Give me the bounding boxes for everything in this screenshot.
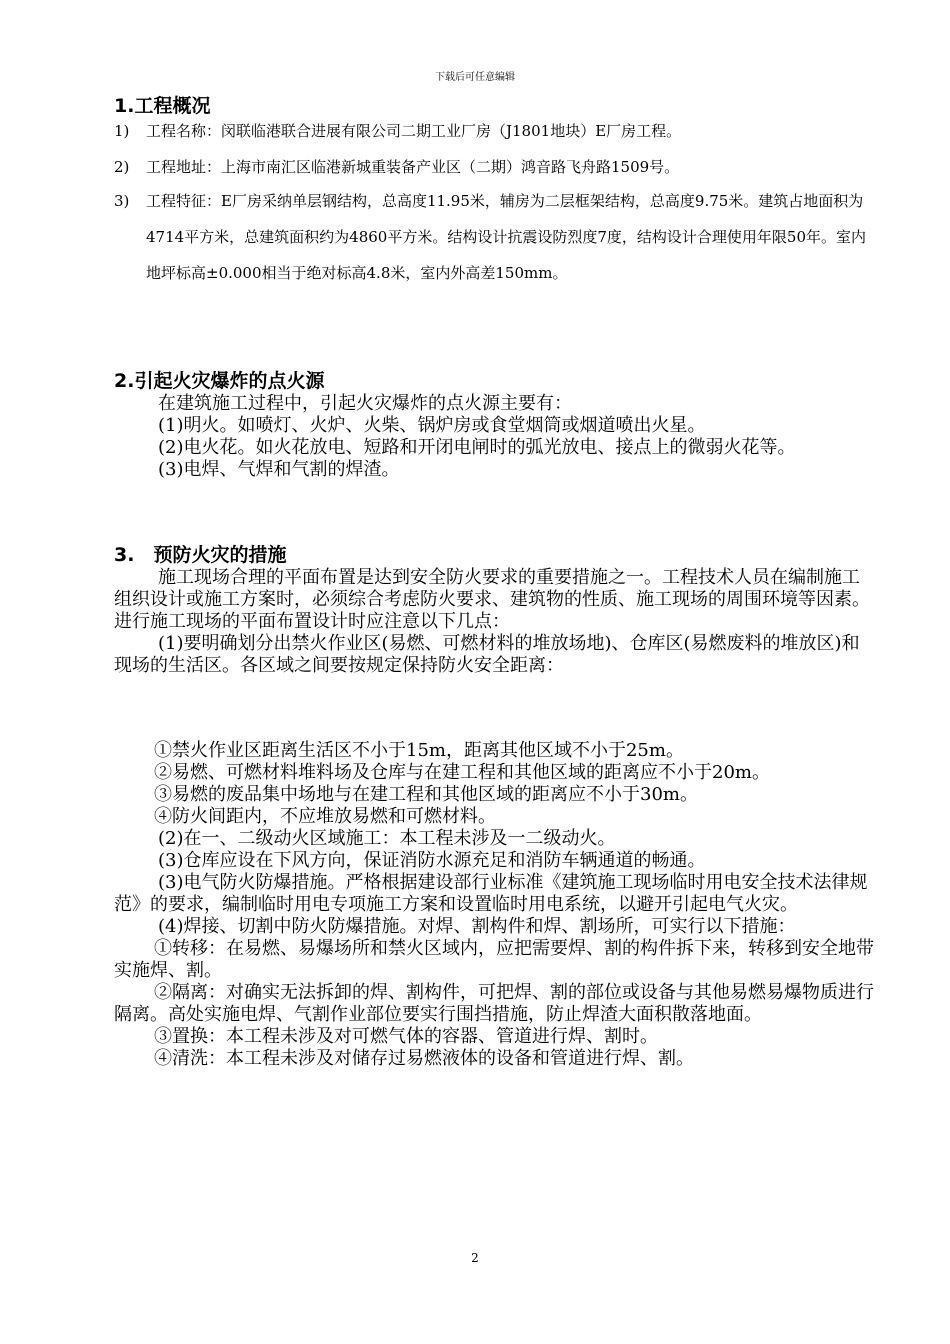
section-3-sub1-item-1: ①禁火作业区距离生活区不小于15m，距离其他区域不小于25m。 (154, 740, 684, 761)
section-3-p5: (4)焊接、切割中防火防爆措施。对焊、割构件和焊、割场所，可实行以下措施： (158, 916, 796, 937)
section-3-p1: (1)要明确划分出禁火作业区(易燃、可燃材料的堆放场地)、仓库区(易燃废料的堆放区)和现场的生活区。各区域之间要按规定保持防火安全距离： (114, 633, 860, 676)
section-3-title: 3. 预防火灾的措施 (114, 544, 287, 566)
section-2-intro: 在建筑施工过程中，引起火灾爆炸的点火源主要有： (158, 393, 572, 414)
section-3-intro: 施工现场合理的平面布置是达到安全防火要求的重要措施之一。工程技术人员在编制施工组织设计或施工方案时，必须综合考虑防火要求、建筑物的性质、施工现场的周围环境等因素。进行施工现场的平面布置设计时应注意以下几点： (114, 567, 870, 632)
section-3-p3: (3)仓库应设在下风方向，保证消防水源充足和消防车辆通道的畅通。 (158, 850, 706, 871)
section-2-item-2: (2)电火花。如火花放电、短路和开闭电闸时的弧光放电、接点上的微弱火花等。 (158, 437, 796, 458)
section-1-item-1 (114, 113, 874, 149)
section-2-body (114, 393, 874, 481)
section-2-item-3: (3)电焊、气焊和气割的焊渣。 (158, 459, 400, 480)
header-note: 下载后可任意编辑 (435, 72, 515, 83)
section-3-p2: (2)在一、二级动火区域施工：本工程未涉及一二级动火。 (158, 828, 616, 849)
item-number: 1) (114, 122, 130, 140)
section-1-title: 1.工程概况 (114, 95, 211, 117)
page-number: 2 (471, 1251, 479, 1265)
section-3-sub1-item-2: ②易燃、可燃材料堆料场及仓库与在建工程和其他区域的距离应不小于20m。 (154, 762, 770, 783)
section-3-sub1-item-3: ③易燃的废品集中场地与在建工程和其他区域的距离应不小于30m。 (154, 784, 698, 805)
section-3-sub1-item-4: ④防火间距内，不应堆放易燃和可燃材料。 (154, 806, 496, 827)
section-3-sub2-item-4: ④清洗：本工程未涉及对储存过易燃液体的设备和管道进行焊、割。 (154, 1048, 694, 1069)
section-3-p4: (3)电气防火防爆措施。严格根据建设部行业标准《建筑施工现场临时用电安全技术法律规范》的要求，编制临时用电专项施工方案和设置临时用电系统，以避开引起电气火灾。 (114, 872, 868, 915)
section-3-body-b (114, 740, 874, 1070)
item-text: 工程特征：E厂房采纳单层钢结构，总高度11.95米，辅房为二层框架结构，总高度9.75米。建筑占地面积为4714平方米，总建筑面积约为4860平方米。结构设计抗震设防烈度7度，结构设计合理使用年限50年。室内地坪标高±0.000相当于绝对标高4.8米，室内外高差150mm。 (146, 192, 866, 282)
item-text: 工程名称：闵联临港联合进展有限公司二期工业厂房（J1801地块）E厂房工程。 (146, 122, 682, 140)
section-3-sub2-item-1: ①转移：在易燃、易爆场所和禁火区域内，应把需要焊、割的构件拆下来，转移到安全地带实施焊、割。 (114, 938, 874, 981)
section-1-item-2 (114, 149, 874, 185)
section-2-item-1: (1)明火。如喷灯、火炉、火柴、锅炉房或食堂烟筒或烟道喷出火星。 (158, 415, 706, 436)
section-2-title: 2.引起火灾爆炸的点火源 (114, 370, 325, 392)
item-number: 2) (114, 158, 130, 176)
section-1-item-3 (114, 183, 874, 291)
item-text: 工程地址：上海市南汇区临港新城重装备产业区（二期）鸿音路飞舟路1509号。 (146, 158, 680, 176)
section-3-sub2-item-3: ③置换：本工程未涉及对可燃气体的容器、管道进行焊、割时。 (154, 1026, 658, 1047)
item-number: 3) (114, 192, 130, 210)
section-3-sub2-item-2: ②隔离：对确实无法拆卸的焊、割构件，可把焊、割的部位或设备与其他易燃易爆物质进行隔离。高处实施电焊、气割作业部位要实行围挡措施，防止焊渣大面积散落地面。 (114, 982, 874, 1025)
section-3-body-a (114, 567, 874, 677)
